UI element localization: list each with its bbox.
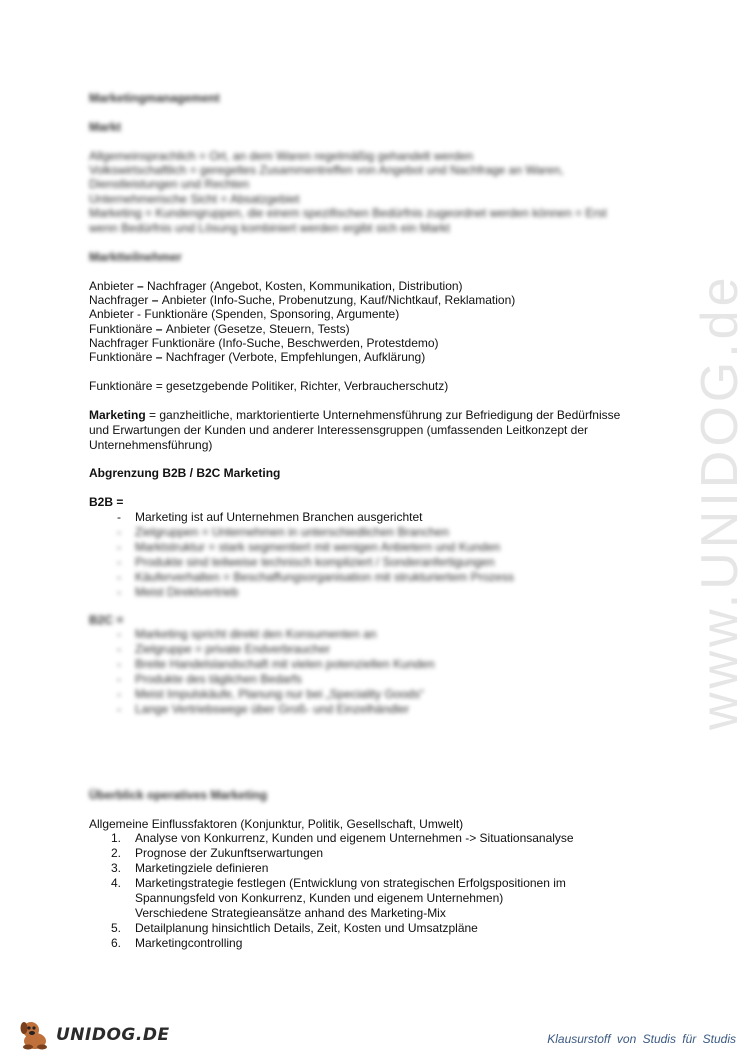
footer-tagline: Klausurstoff von Studis für Studis: [547, 1032, 736, 1046]
teilnehmer-line: Nachfrager Funktionäre (Info-Suche, Beschwerden, Protestdemo): [89, 336, 439, 350]
dog-mascot-icon: [18, 1019, 54, 1051]
teilnehmer-line: Nachfrager – Anbieter (Info-Suche, Probenutzung, Kauf/Nichtkauf, Reklamation): [89, 293, 516, 307]
teilnehmer-line: Funktionäre – Anbieter (Gesetze, Steuern, Tests): [89, 322, 350, 336]
b2b-label: B2B =: [89, 495, 124, 509]
einflussfaktoren-line: Allgemeine Einflussfaktoren (Konjunktur, Politik, Gesellschaft, Umwelt): [89, 817, 464, 831]
b2c-label: B2C =: [89, 613, 124, 627]
unidog-watermark: www.UNIDOG.de: [691, 273, 749, 730]
teilnehmer-line: Anbieter – Nachfrager (Angebot, Kosten, Kommunikation, Distribution): [89, 279, 463, 293]
markt-line: wenn Bedürfnis und Lösung kombiniert werden ergibt sich ein Markt: [89, 221, 450, 235]
logo-text: UNIDOG.DE: [56, 1025, 170, 1045]
doc-title: Marketingmanagement: [89, 91, 220, 105]
teilnehmer-line: Anbieter - Funktionäre (Spenden, Sponsoring, Argumente): [89, 307, 400, 321]
markt-line: Dienstleistungen und Rechten: [89, 177, 250, 191]
markt-line: Marketing = Kundengruppen, die einem spezifischen Bedürfnis zugeordnet werden können = Erst: [89, 206, 607, 220]
marketing-definition: Marketing = ganzheitliche, marktorientierte Unternehmensführung zur Befriedigung der Bedürfnisse und Erwartungen der Kunden und anderer Interessensgruppen (umfassenden Leitkonzept der Unternehmensführung): [89, 408, 621, 452]
section-heading-abgrenzung: Abgrenzung B2B / B2C Marketing: [89, 466, 281, 480]
funktionaere-definition: Funktionäre = gesetzgebende Politiker, Richter, Verbraucherschutz): [89, 379, 449, 393]
teilnehmer-line: Funktionäre – Nachfrager (Verbote, Empfehlungen, Aufklärung): [89, 350, 426, 364]
section-heading-teilnehmer: Marktteilnehmer: [89, 250, 182, 264]
section-heading-operativ: Überblick operatives Marketing: [89, 788, 268, 802]
markt-line: Unternehmerische Sicht = Absatzgebiet: [89, 192, 300, 206]
markt-line: Allgemeinsprachlich = Ort, an dem Waren regelmäßig gehandelt werden: [89, 149, 474, 163]
section-heading-markt: Markt: [89, 120, 122, 134]
markt-line: Volkswirtschaftlich = geregeltes Zusammentreffen von Angebot und Nachfrage an Waren,: [89, 163, 564, 177]
unidog-logo[interactable]: [18, 1018, 170, 1052]
